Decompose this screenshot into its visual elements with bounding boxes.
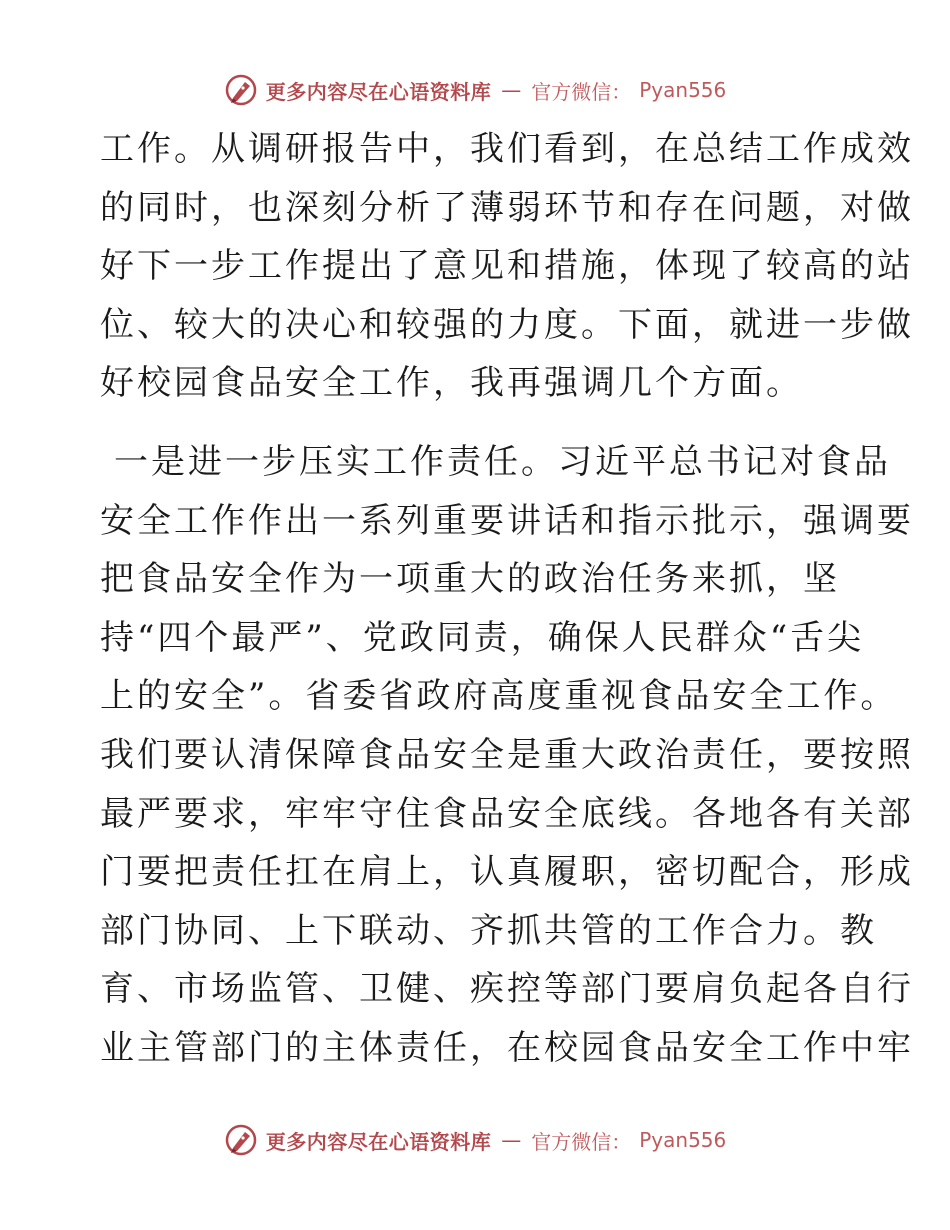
footer-brand-text: 更多内容尽在心语资料库	[265, 1129, 492, 1154]
text-line: 的同时，也深刻分析了薄弱环节和存在问题，对做	[100, 187, 914, 228]
text-line: 安全工作作出一系列重要讲话和指示批示，强调要	[100, 500, 914, 541]
text-line: 我们要认清保障食品安全是重大政治责任，要按照	[100, 734, 914, 775]
text-line: 育、市场监管、卫健、疾控等部门要肩负起各自行	[100, 969, 914, 1010]
footer-wechat-id: Pyan556	[639, 1128, 727, 1152]
text-line: 上的安全”。省委省政府高度重视食品安全工作。	[100, 676, 898, 717]
text-line: 部门协同、上下联动、齐抓共管的工作合力。教	[100, 910, 877, 951]
text-line: 业主管部门的主体责任，在校园食品安全工作中牢	[100, 1027, 914, 1068]
header-brand-text: 更多内容尽在心语资料库	[265, 79, 492, 104]
text-line: 好下一步工作提出了意见和措施，体现了较高的站	[100, 246, 914, 287]
header-separator: —	[501, 78, 522, 102]
text-line: 持“四个最严”、党政同责，确保人民群众“舌尖	[100, 617, 865, 658]
footer-separator: —	[501, 1128, 522, 1152]
text-line: 一是进一步压实工作责任。习近平总书记对食品	[114, 441, 891, 482]
text-line: 位、较大的决心和较强的力度。下面，就进一步做	[100, 304, 914, 345]
text-line: 最严要求，牢牢守住食品安全底线。各地各有关部	[100, 793, 914, 834]
header-wechat-id: Pyan556	[639, 78, 727, 102]
footer-banner	[0, 1118, 950, 1162]
text-line: 好校园食品安全工作，我再强调几个方面。	[100, 363, 803, 404]
footer-wechat-label: 官方微信：	[531, 1129, 632, 1154]
paragraph-2	[100, 433, 914, 1078]
text-line: 把食品安全作为一项重大的政治任务来抓，坚	[100, 559, 840, 600]
paragraph-1	[100, 120, 914, 413]
text-line: 门要把责任扛在肩上，认真履职，密切配合，形成	[100, 852, 914, 893]
header-wechat-label: 官方微信：	[531, 79, 632, 104]
pen-nib-logo-icon	[224, 73, 258, 107]
text-line: 工作。从调研报告中，我们看到，在总结工作成效	[100, 129, 914, 169]
header-banner	[0, 68, 950, 112]
document-body	[100, 120, 914, 1078]
pen-nib-logo-icon	[224, 1123, 258, 1157]
